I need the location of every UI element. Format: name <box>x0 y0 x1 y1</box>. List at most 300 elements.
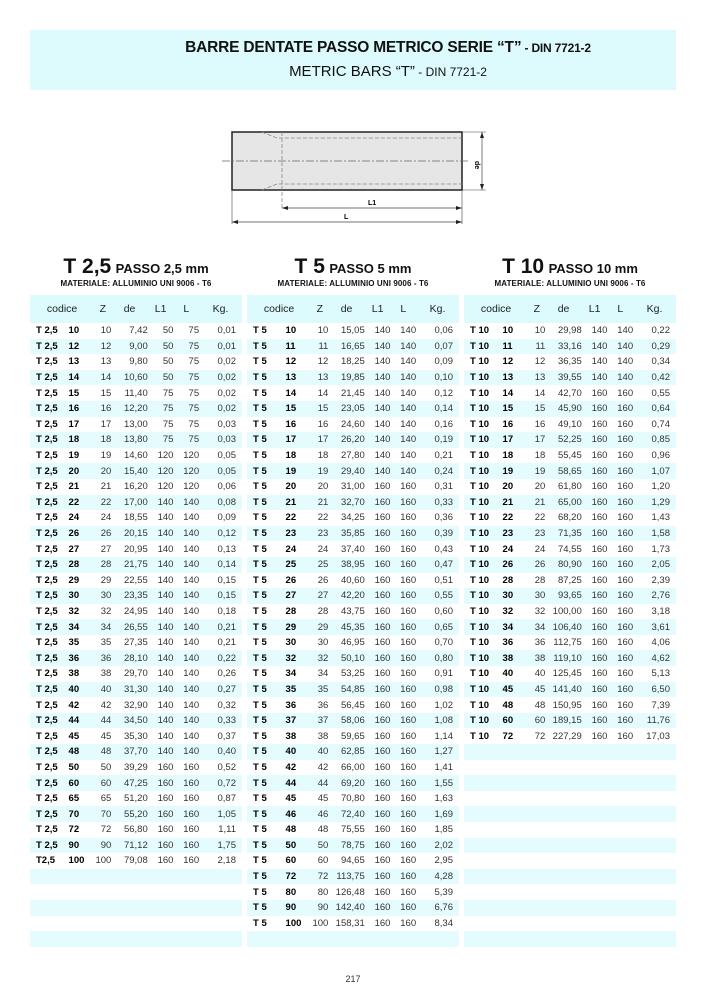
diameter-de: 56,45 <box>340 699 365 711</box>
code-teeth: 23 <box>286 526 312 542</box>
code-prefix: T 2,5 <box>36 387 58 399</box>
length-l1: 160 <box>365 900 391 916</box>
weight-kg: 0,12 <box>434 387 453 399</box>
table-row <box>30 385 242 401</box>
diameter-de: 71,12 <box>111 838 147 854</box>
code-teeth: 90 <box>286 900 312 916</box>
code-teeth: 15 <box>503 401 529 417</box>
table-row <box>247 370 459 386</box>
table-row <box>247 713 459 729</box>
length-l: 140 <box>607 339 633 355</box>
weight-kg: 8,34 <box>434 917 453 929</box>
teeth-count <box>528 853 545 869</box>
diameter-de: 15,40 <box>111 463 147 479</box>
code-teeth: 36 <box>502 637 514 649</box>
code-teeth: 37 <box>286 713 312 729</box>
table-row <box>247 744 459 760</box>
weight-kg: 0,91 <box>434 668 453 680</box>
section-material: MATERIALE: ALLUMINIO UNI 9006 - T6 <box>60 279 212 288</box>
diameter-de: 19,85 <box>328 370 364 386</box>
section-title-pitch: PASSO 10 mm <box>548 261 638 276</box>
length-l: 160 <box>183 855 200 867</box>
teeth-count: 20 <box>534 481 546 493</box>
empty-row <box>247 931 459 947</box>
table-row <box>30 339 242 355</box>
table-row <box>464 713 676 729</box>
table-row <box>464 448 676 464</box>
length-l1: 160 <box>365 650 391 666</box>
code-prefix: T 10 <box>470 730 490 742</box>
code-prefix <box>30 884 69 900</box>
weight-kg: 0,39 <box>416 526 459 542</box>
table-row <box>30 650 242 666</box>
length-l: 160 <box>617 637 634 649</box>
diameter-de: 141,40 <box>545 682 581 698</box>
empty-row <box>30 869 242 885</box>
length-l1 <box>582 838 608 854</box>
table-row <box>464 479 676 495</box>
teeth-count: 48 <box>94 744 111 760</box>
code-teeth: 26 <box>285 574 297 586</box>
table-row <box>464 417 676 433</box>
teeth-count <box>528 775 545 791</box>
length-l1: 140 <box>148 744 174 760</box>
empty-row <box>464 931 676 947</box>
code-teeth: 26 <box>503 557 529 573</box>
table-row <box>247 401 459 417</box>
empty-row <box>464 744 676 760</box>
diameter-de: 61,80 <box>557 481 582 493</box>
table-row <box>247 791 459 807</box>
teeth-count: 21 <box>311 495 328 511</box>
length-l1: 160 <box>148 806 174 822</box>
title-english-main: METRIC BARS “T” <box>289 63 415 80</box>
empty-row <box>30 916 242 932</box>
length-l1: 160 <box>365 526 391 542</box>
diameter-de: 112,75 <box>553 637 582 649</box>
col-l-header: L <box>390 295 416 323</box>
code-teeth: 22 <box>69 495 95 511</box>
table-row <box>464 682 676 698</box>
diameter-de <box>545 744 581 760</box>
length-l1: 140 <box>148 682 174 698</box>
length-l1 <box>582 791 608 807</box>
code-teeth: 50 <box>286 838 312 854</box>
weight-kg: 0,07 <box>416 339 459 355</box>
diameter-de: 58,06 <box>328 713 364 729</box>
length-l1: 160 <box>148 775 174 791</box>
length-l1: 140 <box>157 543 174 555</box>
teeth-count: 11 <box>528 339 545 355</box>
teeth-count: 50 <box>100 761 112 773</box>
diameter-de: 50,10 <box>328 650 364 666</box>
diameter-de: 21,45 <box>340 387 365 399</box>
diameter-de: 18,55 <box>123 512 148 524</box>
length-l: 160 <box>617 512 634 524</box>
teeth-count: 28 <box>94 557 111 573</box>
weight-kg: 0,14 <box>199 557 242 573</box>
length-l <box>173 931 199 947</box>
length-l1: 160 <box>374 512 391 524</box>
diameter-de: 39,29 <box>123 761 148 773</box>
length-l: 160 <box>183 824 200 836</box>
diameter-de: 52,25 <box>545 432 581 448</box>
code-prefix: T 2,5 <box>36 574 58 586</box>
length-l: 160 <box>173 775 199 791</box>
length-l <box>173 900 199 916</box>
diameter-de: 75,55 <box>340 824 365 836</box>
weight-kg: 3,61 <box>633 619 676 635</box>
teeth-count: 22 <box>317 512 329 524</box>
length-l: 160 <box>617 668 634 680</box>
code-prefix: T 10 <box>464 682 503 698</box>
weight-kg: 0,21 <box>434 450 453 462</box>
diameter-de: 36,35 <box>557 356 582 368</box>
code-teeth: 10 <box>285 325 297 337</box>
weight-kg: 7,39 <box>651 699 670 711</box>
diameter-de: 71,35 <box>545 526 581 542</box>
diameter-de: 37,70 <box>111 744 147 760</box>
diameter-de: 55,20 <box>111 806 147 822</box>
length-l: 140 <box>183 574 200 586</box>
code-teeth: 48 <box>69 744 95 760</box>
length-l1: 160 <box>591 418 608 430</box>
teeth-count <box>528 931 545 947</box>
code-teeth: 45 <box>503 682 529 698</box>
table-row <box>464 541 676 557</box>
code-teeth: 28 <box>69 557 95 573</box>
code-teeth: 72 <box>286 869 312 885</box>
code-prefix: T 2,5 <box>30 806 69 822</box>
teeth-count: 26 <box>94 526 111 542</box>
length-l1: 160 <box>591 512 608 524</box>
weight-kg: 11,76 <box>633 713 676 729</box>
length-l1: 140 <box>148 650 174 666</box>
weight-kg: 1,02 <box>434 699 453 711</box>
teeth-count: 29 <box>311 619 328 635</box>
teeth-count: 40 <box>94 682 111 698</box>
code-teeth <box>69 931 95 947</box>
teeth-count <box>528 916 545 932</box>
weight-kg: 0,55 <box>651 387 670 399</box>
code-teeth: 16 <box>69 401 95 417</box>
length-l1: 140 <box>374 387 391 399</box>
length-l1: 50 <box>162 325 174 337</box>
weight-kg: 1,29 <box>633 495 676 511</box>
table-row <box>30 526 242 542</box>
code-teeth <box>69 900 95 916</box>
weight-kg: 0,02 <box>199 370 242 386</box>
weight-kg: 0,37 <box>217 730 236 742</box>
table-row <box>30 635 242 651</box>
table-row <box>30 417 242 433</box>
empty-row <box>464 838 676 854</box>
code-teeth: 65 <box>68 793 80 805</box>
length-l: 160 <box>607 526 633 542</box>
length-l1: 160 <box>365 557 391 573</box>
length-l: 160 <box>390 744 416 760</box>
code-teeth <box>503 853 529 869</box>
table-row <box>30 354 242 370</box>
weight-kg: 1,08 <box>416 713 459 729</box>
weight-kg <box>199 884 242 900</box>
code-teeth: 19 <box>503 463 529 479</box>
code-prefix <box>464 775 503 791</box>
diameter-de: 94,65 <box>340 855 365 867</box>
table-header-row <box>464 295 676 323</box>
code-prefix: T 10 <box>470 481 490 493</box>
length-l1: 75 <box>148 432 174 448</box>
length-l1: 120 <box>148 463 174 479</box>
teeth-count: 15 <box>100 387 112 399</box>
code-teeth: 40 <box>502 668 514 680</box>
code-prefix: T 10 <box>464 713 503 729</box>
table-row <box>464 526 676 542</box>
diameter-de: 74,55 <box>557 543 582 555</box>
length-l: 140 <box>617 356 634 368</box>
length-l: 75 <box>173 432 199 448</box>
teeth-count: 28 <box>534 574 546 586</box>
diameter-de: 38,95 <box>328 557 364 573</box>
length-l: 140 <box>183 668 200 680</box>
length-l1: 160 <box>374 605 391 617</box>
title-english <box>30 63 676 80</box>
length-l: 160 <box>617 699 634 711</box>
length-l1: 160 <box>374 886 391 898</box>
diameter-de: 32,90 <box>123 699 148 711</box>
length-l1: 160 <box>374 668 391 680</box>
length-l1: 140 <box>157 668 174 680</box>
code-teeth <box>503 822 529 838</box>
col-z-header: Z <box>94 295 111 323</box>
col-de-header: de <box>111 295 147 323</box>
table-header-row <box>247 295 459 323</box>
teeth-count: 20 <box>317 481 329 493</box>
teeth-count: 32 <box>100 605 112 617</box>
diameter-de: 113,75 <box>328 869 364 885</box>
code-teeth: 34 <box>69 619 95 635</box>
length-l: 160 <box>400 668 417 680</box>
teeth-count: 12 <box>94 339 111 355</box>
length-l: 160 <box>607 401 633 417</box>
teeth-count: 10 <box>100 325 112 337</box>
length-l: 140 <box>400 418 417 430</box>
code-prefix: T 10 <box>464 495 503 511</box>
code-teeth: 28 <box>285 605 297 617</box>
bar-technical-drawing <box>220 122 520 232</box>
diameter-de: 58,65 <box>545 463 581 479</box>
code-teeth: 13 <box>68 356 80 368</box>
length-l: 75 <box>188 356 200 368</box>
length-l1: 140 <box>148 588 174 604</box>
weight-kg: 5,13 <box>651 668 670 680</box>
code-teeth: 70 <box>69 806 95 822</box>
code-teeth: 38 <box>503 650 529 666</box>
length-l: 160 <box>400 824 417 836</box>
length-l: 140 <box>390 463 416 479</box>
table-row <box>464 666 676 682</box>
weight-kg: 0,15 <box>199 588 242 604</box>
code-prefix: T 5 <box>247 495 286 511</box>
table-row <box>247 853 459 869</box>
length-l: 140 <box>607 370 633 386</box>
empty-row <box>464 853 676 869</box>
code-prefix: T 5 <box>247 806 286 822</box>
weight-kg: 1,69 <box>416 806 459 822</box>
weight-kg: 0,34 <box>651 356 670 368</box>
length-l1: 160 <box>365 806 391 822</box>
length-l1: 160 <box>591 699 608 711</box>
diameter-de: 20,95 <box>123 543 148 555</box>
code-teeth: 48 <box>502 699 514 711</box>
length-l: 140 <box>173 744 199 760</box>
code-teeth: 28 <box>502 574 514 586</box>
diameter-de: 45,90 <box>545 401 581 417</box>
length-l1: 140 <box>582 370 608 386</box>
teeth-count: 26 <box>528 557 545 573</box>
weight-kg: 0,72 <box>199 775 242 791</box>
code-prefix: T 10 <box>470 543 490 555</box>
length-l: 140 <box>390 339 416 355</box>
diameter-de: 24,60 <box>340 418 365 430</box>
code-prefix: T 5 <box>253 699 267 711</box>
teeth-count: 30 <box>528 588 545 604</box>
length-l1: 140 <box>365 463 391 479</box>
weight-kg: 0,24 <box>416 463 459 479</box>
weight-kg: 2,18 <box>217 855 236 867</box>
teeth-count: 38 <box>317 730 329 742</box>
teeth-count: 19 <box>100 450 112 462</box>
table-row <box>247 323 459 339</box>
weight-kg <box>633 900 676 916</box>
table-row <box>464 495 676 511</box>
length-l1: 160 <box>157 761 174 773</box>
length-l1 <box>148 869 174 885</box>
table-row <box>247 806 459 822</box>
length-l: 120 <box>183 450 200 462</box>
code-prefix: T 10 <box>470 356 490 368</box>
teeth-count: 21 <box>528 495 545 511</box>
code-teeth <box>286 931 312 947</box>
table-row <box>30 495 242 511</box>
code-prefix: T 10 <box>470 450 490 462</box>
table-row <box>464 339 676 355</box>
weight-kg: 1,58 <box>633 526 676 542</box>
diameter-de: 23,05 <box>328 401 364 417</box>
header-band <box>30 30 676 90</box>
col-l-header: L <box>173 295 199 323</box>
length-l1: 160 <box>582 495 608 511</box>
length-l1: 140 <box>157 699 174 711</box>
length-l: 160 <box>617 387 634 399</box>
teeth-count <box>528 822 545 838</box>
length-l1: 140 <box>582 339 608 355</box>
code-prefix: T 2,5 <box>30 775 69 791</box>
diameter-de: 13,80 <box>111 432 147 448</box>
diameter-de <box>545 884 581 900</box>
teeth-count: 72 <box>534 730 546 742</box>
length-l: 160 <box>390 900 416 916</box>
diameter-de: 14,60 <box>123 450 148 462</box>
length-l1: 160 <box>365 495 391 511</box>
code-prefix: T 2,5 <box>36 356 58 368</box>
length-l: 140 <box>390 432 416 448</box>
table-row <box>247 541 459 557</box>
length-l <box>607 760 633 776</box>
teeth-count: 15 <box>311 401 328 417</box>
teeth-count: 38 <box>528 650 545 666</box>
code-teeth: 40 <box>69 682 95 698</box>
teeth-count: 40 <box>311 744 328 760</box>
code-prefix: T 5 <box>247 339 286 355</box>
diameter-de: 21,75 <box>111 557 147 573</box>
weight-kg <box>633 791 676 807</box>
code-prefix: T 2,5 <box>36 761 58 773</box>
length-l: 160 <box>390 713 416 729</box>
teeth-count: 17 <box>528 432 545 448</box>
length-l: 160 <box>400 886 417 898</box>
teeth-count <box>528 791 545 807</box>
length-l1: 160 <box>582 682 608 698</box>
code-teeth: 24 <box>285 543 297 555</box>
length-l1: 160 <box>365 775 391 791</box>
diameter-de: 65,00 <box>545 495 581 511</box>
col-z-header: Z <box>528 295 545 323</box>
code-prefix: T 5 <box>253 668 267 680</box>
diameter-de: 126,48 <box>335 886 365 898</box>
code-teeth: 19 <box>286 463 312 479</box>
teeth-count: 44 <box>311 775 328 791</box>
table-row <box>30 323 242 339</box>
table-row <box>247 526 459 542</box>
length-l1: 160 <box>374 543 391 555</box>
length-l1: 140 <box>365 401 391 417</box>
weight-kg: 0,36 <box>434 512 453 524</box>
code-prefix: T 10 <box>464 401 503 417</box>
diameter-de: 11,40 <box>124 387 148 399</box>
teeth-count: 90 <box>311 900 328 916</box>
table-row <box>464 401 676 417</box>
teeth-count: 60 <box>528 713 545 729</box>
code-prefix: T 5 <box>247 682 286 698</box>
section-title-pitch: PASSO 5 mm <box>329 261 412 276</box>
teeth-count: 29 <box>100 574 112 586</box>
code-teeth: 25 <box>286 557 312 573</box>
table-row <box>247 354 459 370</box>
length-l: 140 <box>390 401 416 417</box>
table-row <box>30 775 242 791</box>
diameter-de: 29,70 <box>123 668 148 680</box>
teeth-count <box>528 838 545 854</box>
length-l <box>607 931 633 947</box>
length-l1: 140 <box>365 432 391 448</box>
length-l1: 160 <box>365 744 391 760</box>
weight-kg: 5,39 <box>434 886 453 898</box>
length-l: 140 <box>173 557 199 573</box>
teeth-count: 36 <box>534 637 546 649</box>
code-teeth: 35 <box>286 682 312 698</box>
code-prefix: T2,5 <box>36 855 56 867</box>
weight-kg <box>633 775 676 791</box>
weight-kg <box>633 884 676 900</box>
table-row <box>30 838 242 854</box>
teeth-count: 34 <box>317 668 329 680</box>
length-l1: 120 <box>157 481 174 493</box>
code-prefix: T 10 <box>464 339 503 355</box>
code-prefix <box>464 822 503 838</box>
weight-kg: 0,64 <box>633 401 676 417</box>
teeth-count: 12 <box>534 356 546 368</box>
